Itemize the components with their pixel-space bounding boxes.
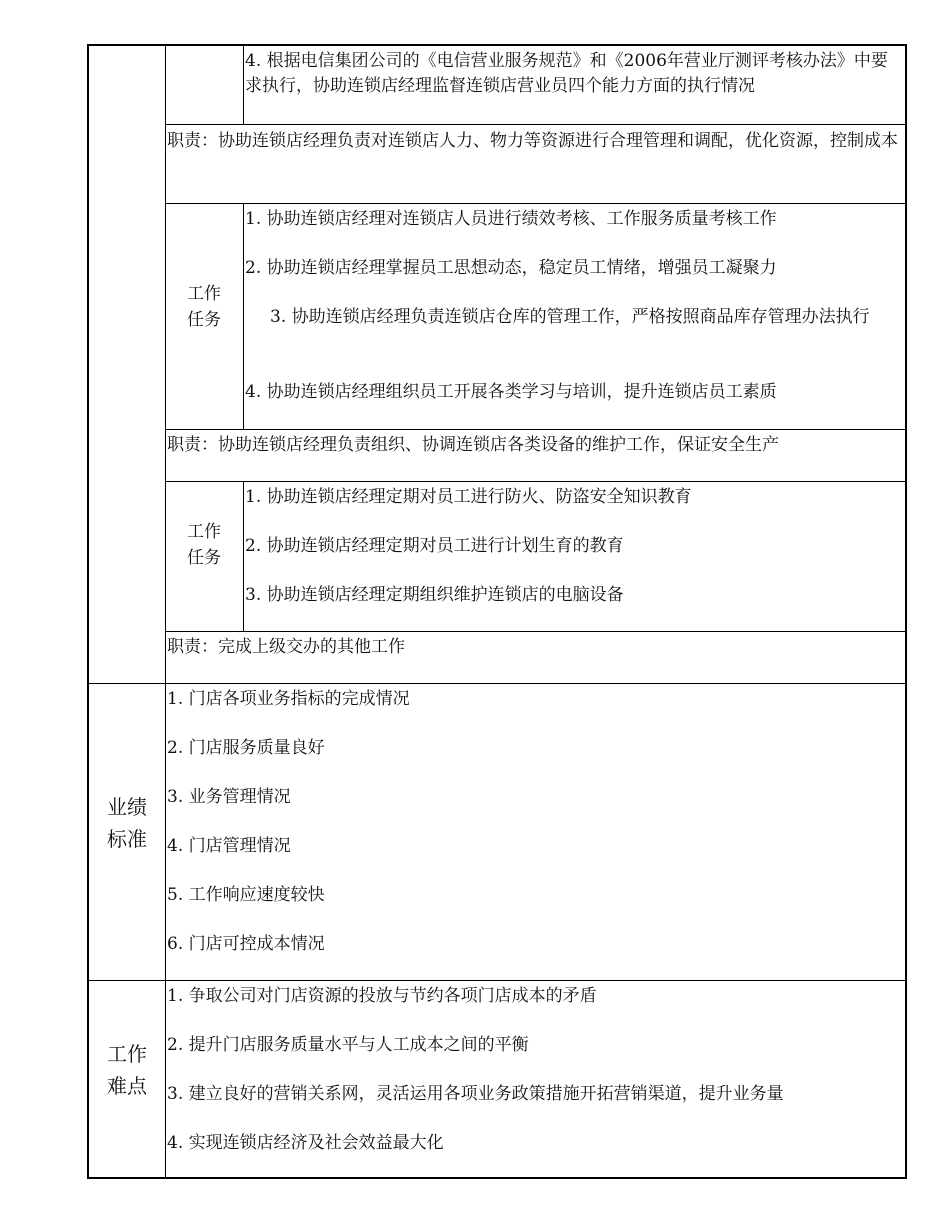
table-border-bottom [87, 1177, 907, 1179]
subcolumn-divider [243, 44, 244, 124]
performance-item: 6. 门店可控成本情况 [167, 934, 325, 954]
row-line [165, 429, 906, 430]
task-item: 1. 协助连锁店经理定期对员工进行防火、防盗安全知识教育 [245, 487, 692, 507]
section-line [87, 683, 907, 684]
task-item: 3. 协助连锁店经理定期组织维护连锁店的电脑设备 [245, 585, 624, 605]
performance-item: 2. 门店服务质量良好 [167, 738, 325, 758]
table-border-top [87, 44, 907, 46]
difficulty-item: 4. 实现连锁店经济及社会效益最大化 [167, 1133, 444, 1153]
task-label: 工作任务 [187, 522, 221, 568]
task-item: 4. 协助连锁店经理组织员工开展各类学习与培训，提升连锁店员工素质 [245, 382, 777, 402]
row-line [165, 631, 906, 632]
performance-item: 1. 门店各项业务指标的完成情况 [167, 689, 410, 709]
duty-text: 职责：协助连锁店经理负责组织、协调连锁店各类设备的维护工作，保证安全生产 [167, 435, 779, 455]
performance-item: 5. 工作响应速度较快 [167, 885, 325, 905]
difficulty-item: 1. 争取公司对门店资源的投放与节约各项门店成本的矛盾 [167, 986, 597, 1006]
difficulty-item: 3. 建立良好的营销关系网，灵活运用各项业务政策措施开拓营销渠道，提升业务量 [167, 1084, 784, 1104]
performance-label: 业绩标准 [107, 795, 147, 851]
task-item: 3. 协助连锁店经理负责连锁店仓库的管理工作，严格按照商品库存管理办法执行 [270, 307, 870, 327]
duty-text: 职责：协助连锁店经理负责对连锁店人力、物力等资源进行合理管理和调配，优化资源，控制成本 [167, 131, 898, 151]
row-line [165, 481, 906, 482]
task-item: 1. 协助连锁店经理对连锁店人员进行绩效考核、工作服务质量考核工作 [245, 209, 777, 229]
task-item: 2. 协助连锁店经理掌握员工思想动态，稳定员工情绪，增强员工凝聚力 [245, 258, 777, 278]
task-label: 工作任务 [187, 284, 221, 330]
subcolumn-divider [243, 481, 244, 631]
task-item: 4. 根据电信集团公司的《电信营业服务规范》和《2006年营业厅测评考核办法》中要求执行，协助连锁店经理监督连锁店营业员四个能力方面的执行情况 [245, 51, 888, 96]
section-line [87, 980, 907, 981]
subcolumn-divider [243, 203, 244, 429]
table-border-right [905, 44, 907, 1179]
row-line [165, 203, 906, 204]
performance-item: 4. 门店管理情况 [167, 836, 291, 856]
performance-item: 3. 业务管理情况 [167, 787, 291, 807]
task-item: 2. 协助连锁店经理定期对员工进行计划生育的教育 [245, 536, 624, 556]
difficulty-item: 2. 提升门店服务质量水平与人工成本之间的平衡 [167, 1035, 529, 1055]
row-line [165, 124, 906, 125]
table-border-left [87, 44, 89, 1179]
column-divider [165, 44, 166, 1179]
duty-text: 职责：完成上级交办的其他工作 [167, 637, 405, 657]
difficulties-label: 工作难点 [107, 1042, 147, 1098]
